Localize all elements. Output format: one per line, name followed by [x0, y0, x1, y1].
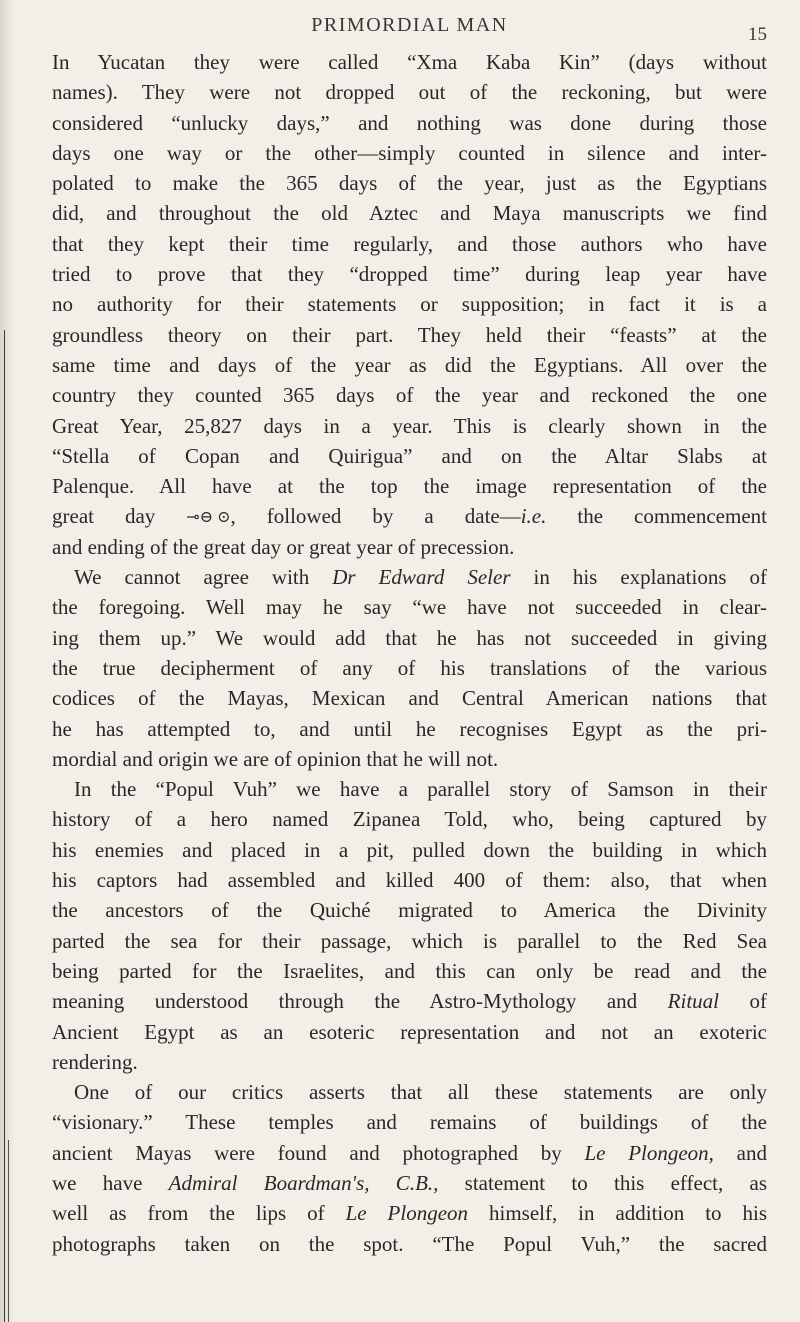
text-line: polated to make the 365 days of the year, just as the Egyptians	[52, 171, 767, 196]
text-line: Palenque. All have at the top the image representation of the	[52, 474, 767, 499]
text-line: In Yucatan they were called “Xma Kaba Kin” (days without	[52, 50, 767, 74]
text-line: We cannot agree with Dr Edward Seler in his explanations of	[74, 565, 767, 590]
binding-edge-line	[4, 330, 5, 1322]
text-line: his enemies and placed in a pit, pulled down the building in which	[52, 837, 767, 862]
text-line: days one way or the other—simply counted in silence and inter-	[52, 140, 767, 165]
text-line: considered “unlucky days,” and nothing was done during those	[52, 110, 767, 135]
text-line: well as from the lips of Le Plongeon himself, in addition to his	[52, 1201, 767, 1226]
text-line: same time and days of the year as did the Egyptians. All over the	[52, 352, 767, 377]
text-line: and ending of the great day or great year of precession.	[52, 534, 515, 559]
text-line: rendering.	[52, 1049, 138, 1074]
text-line: codices of the Mayas, Mexican and Central American nations that	[52, 686, 767, 711]
text-line: meaning understood through the Astro-Mythology and Ritual of	[52, 989, 767, 1014]
page-number: 15	[748, 24, 767, 45]
great-day-glyph-icon: ⊸⊖ ⊙	[186, 509, 231, 527]
text-line: his captors had assembled and killed 400 of them: also, that when	[52, 868, 767, 893]
text-line: ancient Mayas were found and photographed by Le Plongeon, and	[52, 1140, 768, 1165]
text-line: we have Admiral Boardman's, C.B., statement to this effect, as	[52, 1170, 768, 1195]
text-line: Ancient Egypt as an esoteric representation and not an exoteric	[52, 1019, 767, 1044]
text-line: being parted for the Israelites, and this can only be read and the	[52, 958, 767, 983]
text-line: the true decipherment of any of his translations of the various	[52, 655, 767, 680]
body-text	[52, 47, 767, 1259]
text-line: that they kept their time regularly, and those authors who have	[52, 231, 767, 256]
text-line: did, and throughout the old Aztec and Maya manuscripts we find	[52, 201, 767, 226]
text-line: ing them up.” We would add that he has not succeeded in giving	[52, 625, 767, 650]
text-line: groundless theory on their part. They held their “feasts” at the	[52, 322, 767, 347]
text-line: country they counted 365 days of the year and reckoned the one	[52, 383, 767, 408]
text-line: “Stella of Copan and Quirigua” and on the Altar Slabs at	[52, 443, 767, 468]
text-line: photographs taken on the spot. “The Popul Vuh,” the sacred	[52, 1231, 767, 1256]
text-line: names). They were not dropped out of the reckoning, but were	[52, 80, 767, 105]
text-line: history of a hero named Zipanea Told, who, being captured by	[52, 807, 767, 832]
binding-gutter	[0, 0, 14, 1322]
running-title: PRIMORDIAL MAN	[311, 14, 508, 36]
text-line: no authority for their statements or supposition; in fact it is a	[52, 292, 767, 317]
text-line: tried to prove that they “dropped time” during leap year have	[52, 262, 767, 287]
text-line: mordial and origin we are of opinion that he will not.	[52, 746, 499, 771]
text-line: great day ⊸⊖ ⊙, followed by a date—i.e. the commencement	[52, 501, 767, 531]
text-line: the ancestors of the Quiché migrated to America the Divinity	[52, 898, 767, 923]
text-line: In the “Popul Vuh” we have a parallel story of Samson in their	[74, 777, 767, 802]
text-line: the foregoing. Well may he say “we have not succeeded in clear-	[52, 595, 767, 620]
text-line: One of our critics asserts that all these statements are only	[74, 1080, 767, 1105]
text-line: parted the sea for their passage, which is parallel to the Red Sea	[52, 928, 767, 953]
running-head	[52, 10, 767, 50]
text-line: “visionary.” These temples and remains of buildings of the	[52, 1110, 767, 1135]
binding-edge-line-2	[8, 1140, 9, 1322]
text-line: he has attempted to, and until he recognises Egypt as the pri-	[52, 716, 767, 741]
text-line: Great Year, 25,827 days in a year. This is clearly shown in the	[52, 413, 767, 438]
